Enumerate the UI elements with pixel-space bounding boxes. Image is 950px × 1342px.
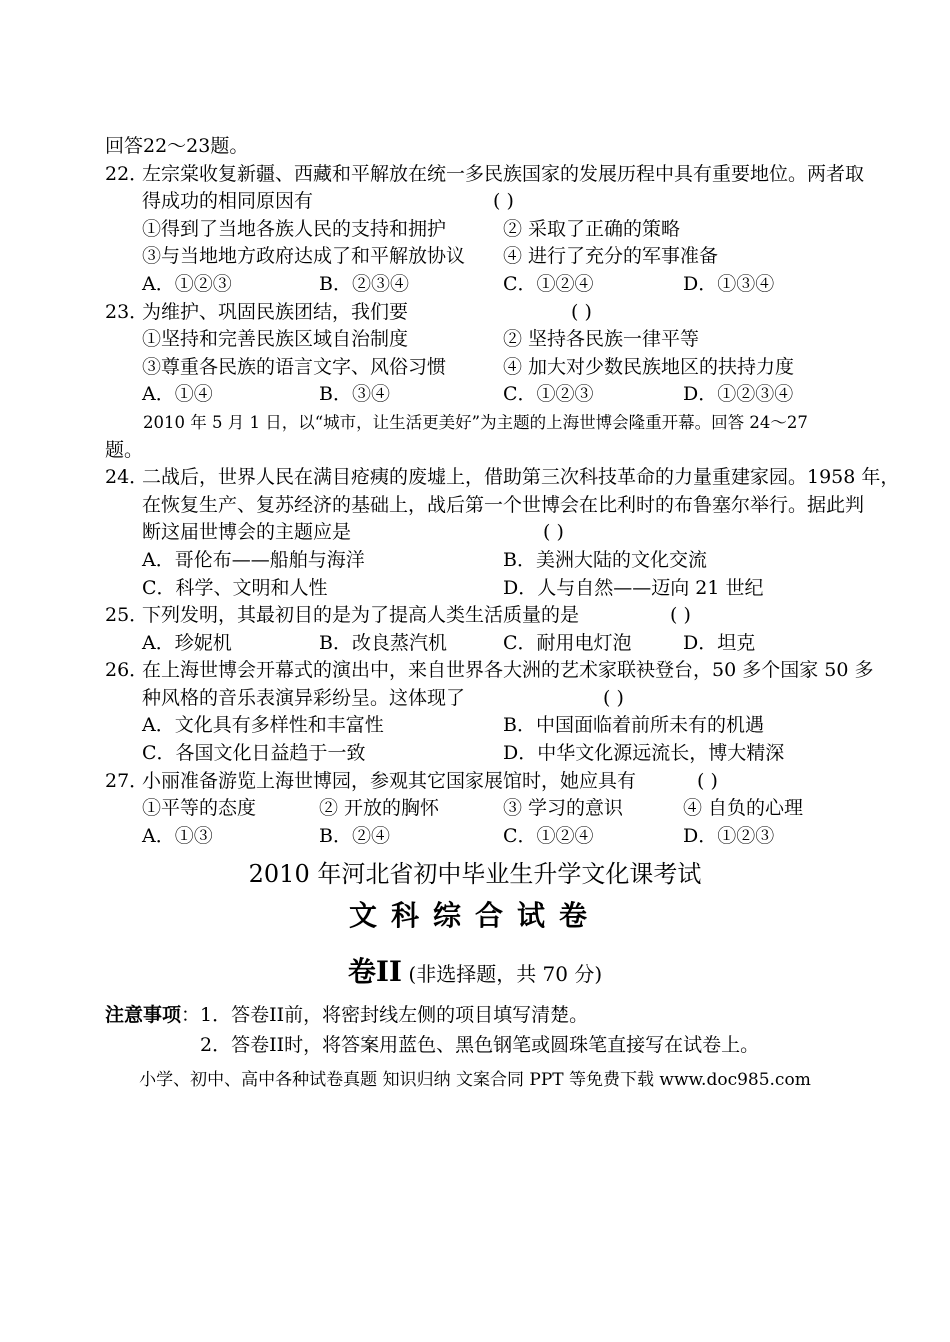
q23-text-1: 为维护、巩固民族团结，我们要 [142, 300, 409, 323]
q27-option-d[interactable]: D．①②③ [683, 824, 775, 847]
intro-22 [105, 133, 865, 161]
q23-options [105, 381, 865, 409]
q22-text-2: 得成功的相同原因有 [142, 190, 314, 213]
q24-option-c[interactable]: C．科学、文明和人性 [142, 576, 328, 599]
notice-line2 [105, 1030, 865, 1060]
q27-options [105, 823, 865, 851]
q22-items-row2 [105, 243, 865, 271]
q22-options [105, 271, 865, 299]
q24-text-2: 在恢复生产、复苏经济的基础上，战后第一个世博会在比利时的布鲁塞尔举行。据此判 [142, 493, 865, 516]
q25-option-d[interactable]: D．坦克 [683, 631, 756, 654]
notice-item-1: ：1．答卷II前，将密封线左侧的项目填写清楚。 [181, 1004, 589, 1027]
intro-24-line1 [105, 409, 865, 437]
q23-number: 23． [105, 300, 149, 323]
intro-24-text-2: 题。 [105, 438, 144, 461]
q22-option-d[interactable]: D．①③④ [683, 272, 775, 295]
q24-option-b[interactable]: B．美洲大陆的文化交流 [503, 548, 707, 571]
footer-ad: 小学、初中、高中各种试卷真题 知识归纳 文案合同 PPT 等免费下载 www.doc985.com [139, 1070, 811, 1091]
notice-label: 注意事项 [105, 1004, 182, 1027]
q26-option-a[interactable]: A．文化具有多样性和丰富性 [142, 714, 384, 737]
q27-option-a[interactable]: A．①③ [142, 824, 213, 847]
q22-option-a[interactable]: A．①②③ [142, 272, 232, 295]
q23-items-row2 [105, 354, 865, 382]
q26-number: 26． [105, 659, 149, 682]
q25-text-1: 下列发明，其最初目的是为了提高人类生活质量的是 [142, 604, 580, 627]
q27-item-3: ③ 学习的意识 [503, 797, 624, 820]
q22-item-4: ④ 进行了充分的军事准备 [503, 245, 719, 268]
intro-22-text: 回答22～23题。 [105, 135, 249, 157]
q22-number: 22． [105, 162, 149, 185]
q24-text-1: 二战后，世界人民在满目疮痍的废墟上，借助第三次科技革命的力量重建家园。1958 年， [142, 466, 900, 489]
q25-option-c[interactable]: C．耐用电灯泡 [503, 631, 632, 654]
q26-options-row2 [105, 740, 865, 768]
exam-title: 2010 年河北省初中毕业生升学文化课考试 [248, 860, 702, 889]
q24-line1 [105, 464, 900, 492]
q25-line1 [105, 602, 865, 630]
q22-option-c[interactable]: C．①②④ [503, 272, 594, 295]
q22-item-3: ③与当地地方政府达成了和平解放协议 [142, 245, 466, 268]
q24-option-a[interactable]: A．哥伦布——船舶与海洋 [142, 548, 365, 571]
exam-content [105, 133, 900, 1096]
q27-text-1: 小丽准备游览上海世博园，参观其它国家展馆时，她应具有 [142, 769, 637, 792]
q27-number: 27． [105, 769, 149, 792]
q23-answer-paren[interactable]: ( ) [571, 300, 592, 323]
q22-answer-paren[interactable]: ( ) [493, 190, 514, 213]
q23-option-c[interactable]: C．①②③ [503, 383, 594, 406]
q26-option-d[interactable]: D．中华文化源远流长，博大精深 [503, 742, 785, 765]
intro-24-text-1: 2010 年 5 月 1 日，以“城市，让生活更美好”为主题的上海世博会隆重开幕。回答 24～27 [143, 412, 808, 432]
q23-item-4: ④ 加大对少数民族地区的扶持力度 [503, 355, 795, 378]
q24-line3 [105, 519, 865, 547]
q27-answer-paren[interactable]: ( ) [697, 769, 718, 792]
q22-option-b[interactable]: B．②③④ [319, 272, 409, 295]
q24-number: 24． [105, 466, 149, 489]
q27-option-b[interactable]: B．②④ [319, 824, 390, 847]
q27-line1 [105, 768, 865, 796]
q27-item-1: ①平等的态度 [142, 797, 257, 820]
paper-label: 卷II [347, 955, 403, 989]
q24-text-3: 断这届世博会的主题应是 [142, 521, 352, 544]
paper-note: (非选择题，共 70 分) [408, 962, 603, 987]
q27-item-4: ④ 自负的心理 [683, 797, 804, 820]
q25-number: 25． [105, 604, 149, 627]
q22-item-2: ② 采取了正确的策略 [503, 217, 681, 240]
q22-text-1: 左宗棠收复新疆、西藏和平解放在统一多民族国家的发展历程中具有重要地位。两者取 [142, 162, 865, 185]
q22-items-row1 [105, 216, 865, 244]
q22-line1 [105, 161, 865, 189]
q25-options [105, 630, 865, 658]
intro-24-line2 [105, 437, 865, 465]
q23-item-2: ② 坚持各民族一律平等 [503, 328, 700, 351]
q22-line2 [105, 188, 865, 216]
q24-line2 [105, 492, 865, 520]
q27-item-2: ② 开放的胸怀 [319, 797, 440, 820]
q25-option-b[interactable]: B．改良蒸汽机 [319, 631, 447, 654]
q26-text-2: 种风格的音乐表演异彩纷呈。这体现了 [142, 686, 466, 709]
q23-item-3: ③尊重各民族的语言文字、风俗习惯 [142, 355, 447, 378]
q22-item-1: ①得到了当地各族人民的支持和拥护 [142, 217, 447, 240]
q27-option-c[interactable]: C．①②④ [503, 824, 594, 847]
q23-option-b[interactable]: B．③④ [319, 383, 390, 406]
exam-subtitle: 文科综合试卷 [348, 899, 601, 933]
q26-line1 [105, 657, 874, 685]
q23-item-1: ①坚持和完善民族区域自治制度 [142, 328, 409, 351]
notice-line1 [105, 1000, 865, 1030]
q26-text-1: 在上海世博会开幕式的演出中，来自世界各大洲的艺术家联袂登台，50 多个国家 50 多 [142, 659, 874, 682]
q26-answer-paren[interactable]: ( ) [603, 686, 624, 709]
q23-items-row1 [105, 326, 865, 354]
q25-option-a[interactable]: A．珍妮机 [142, 631, 232, 654]
paper-heading [105, 944, 845, 1000]
q25-answer-paren[interactable]: ( ) [670, 604, 691, 627]
q24-options-row2 [105, 575, 865, 603]
q23-option-d[interactable]: D．①②③④ [683, 383, 794, 406]
q26-option-c[interactable]: C．各国文化日益趋于一致 [142, 742, 366, 765]
q26-line2 [105, 685, 865, 713]
q23-line1 [105, 299, 865, 327]
q24-option-d[interactable]: D．人与自然——迈向 21 世纪 [503, 576, 764, 599]
q26-options-row1 [105, 712, 865, 740]
q24-answer-paren[interactable]: ( ) [543, 521, 564, 544]
q26-option-b[interactable]: B．中国面临着前所未有的机遇 [503, 714, 764, 737]
notice-item-2: 2．答卷II时，将答案用蓝色、黑色钢笔或圆珠笔直接写在试卷上。 [200, 1034, 760, 1057]
q24-options-row1 [105, 547, 865, 575]
q23-option-a[interactable]: A．①④ [142, 383, 213, 406]
q27-items [105, 795, 865, 823]
